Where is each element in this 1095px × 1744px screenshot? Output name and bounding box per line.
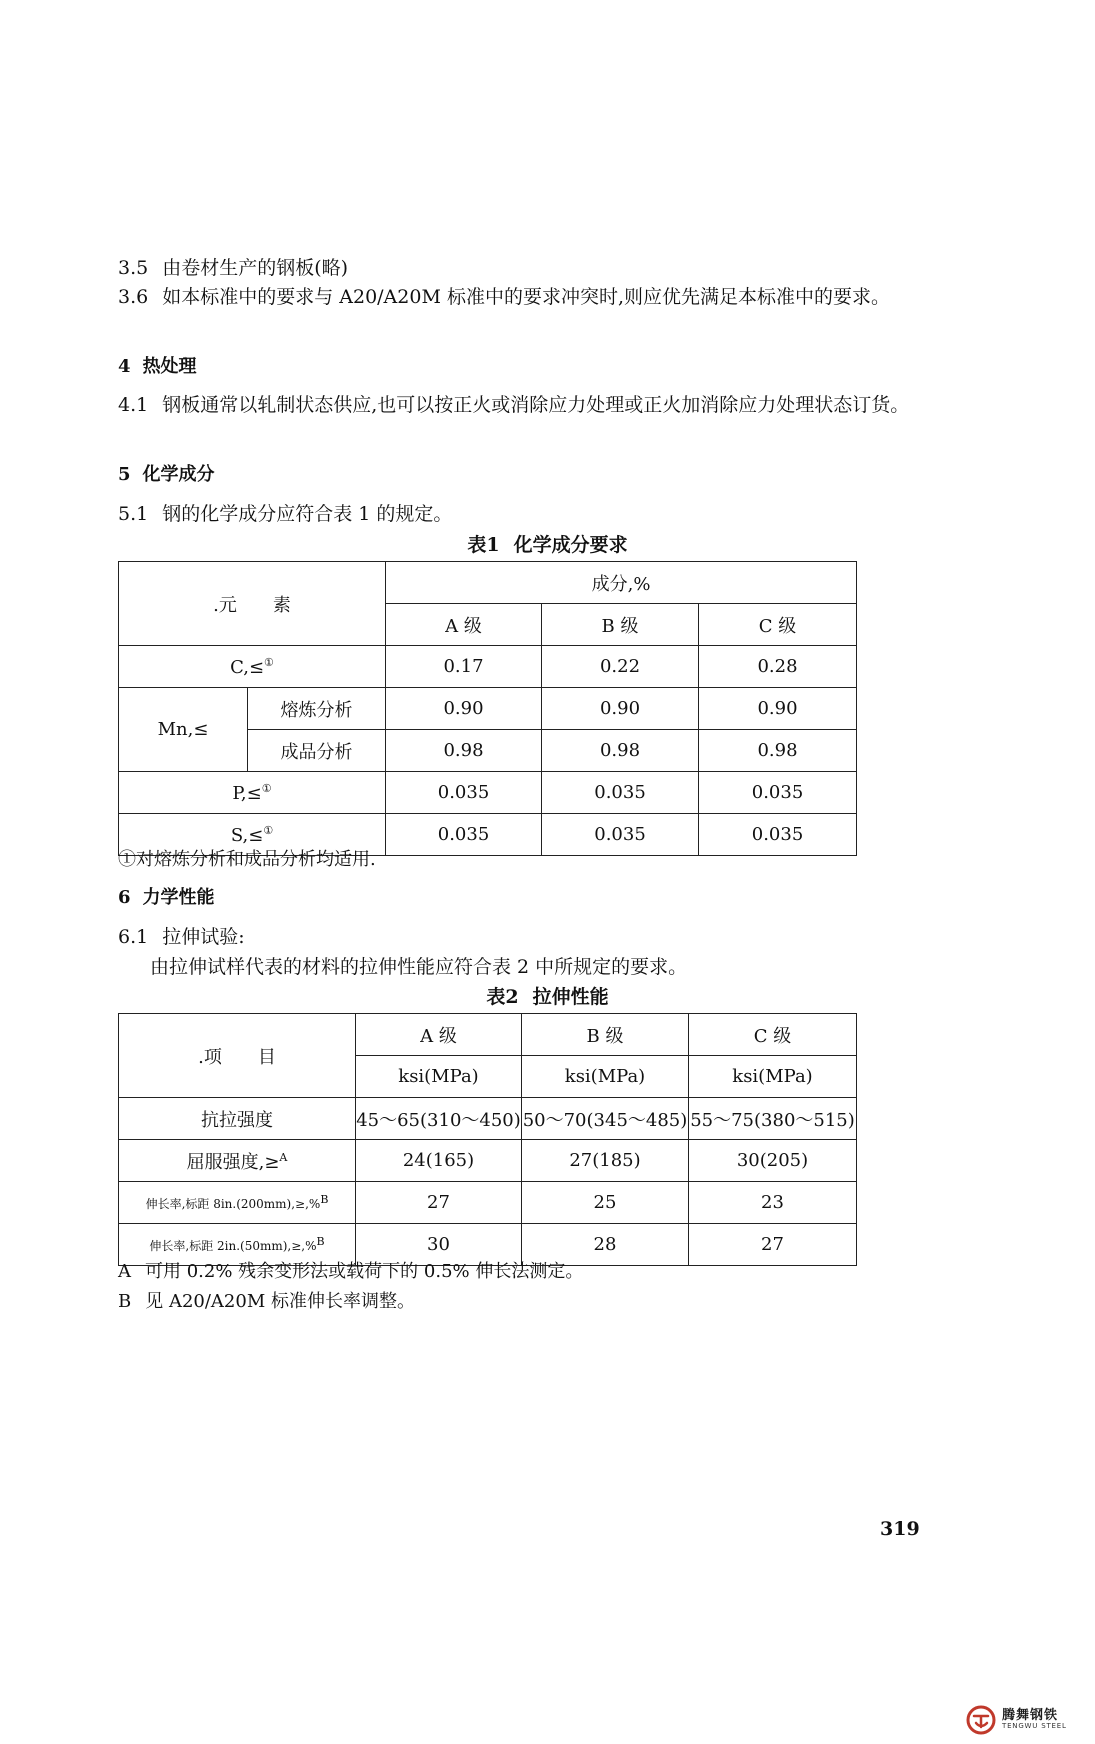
value-cell: 0.98 [699,730,857,772]
chemical-composition-table [118,561,857,856]
logo-text-en: TENGWU STEEL [1002,1722,1067,1730]
grade-c-header: C 级 [689,1014,857,1056]
composition-header: 成分,% [386,562,857,604]
tensile-properties-table [118,1013,857,1266]
value-cell: 27 [689,1224,857,1266]
table-row-p [119,772,857,814]
section-6-1: 6.1 拉伸试验: [118,926,245,948]
yield-strength-label: 屈服强度,≥$^A$ [119,1140,356,1182]
grade-b-header: B 级 [522,1014,689,1056]
value-cell: 30 [356,1224,522,1266]
element-label-p: P,≤① [119,772,386,814]
element-label-mn: Mn,≤ [119,688,248,772]
section-3-6: 3.6 如本标准中的要求与 A20/A20M 标准中的要求冲突时,则应优先满足本标准中的要求。 [118,286,890,308]
elongation-2in-label: 伸长率,标距 2in.(50mm),≥,%$^B$ [119,1224,356,1266]
table-row-mn-heat [119,688,857,730]
value-cell: 0.90 [542,688,699,730]
section-3-5: 3.5 由卷材生产的钢板(略) [118,257,349,279]
value-cell: 0.035 [542,772,699,814]
value-cell: 0.035 [386,814,542,856]
value-cell: 25 [522,1182,689,1224]
grade-a-header: A 级 [386,604,542,646]
value-cell: 28 [522,1224,689,1266]
unit-cell: ksi(MPa) [356,1056,522,1098]
value-cell: 27(185) [522,1140,689,1182]
value-cell: 0.90 [386,688,542,730]
value-cell: 0.98 [386,730,542,772]
table2-caption: 表2 拉伸性能 [486,986,609,1008]
element-header: .元 素 [119,562,386,646]
value-cell: 0.28 [699,646,857,688]
table2-note-b: B 见 A20/A20M 标准伸长率调整。 [118,1291,415,1312]
value-cell: 0.90 [699,688,857,730]
value-cell: 24(165) [356,1140,522,1182]
mn-heat-analysis-label: 熔炼分析 [248,688,386,730]
table1-footnote: ①对熔炼分析和成品分析均适用. [118,849,376,870]
tensile-strength-label: 抗拉强度 [119,1098,356,1140]
table2-grade-row [119,1014,857,1056]
value-cell: 0.035 [386,772,542,814]
grade-a-header: A 级 [356,1014,522,1056]
value-cell: 27 [356,1182,522,1224]
value-cell: 0.22 [542,646,699,688]
value-cell: 50～70(345～485) [522,1098,689,1140]
section-4-1: 4.1 钢板通常以轧制状态供应,也可以按正火或消除应力处理或正火加消除应力处理状态订货。 [118,394,910,416]
value-cell: 30(205) [689,1140,857,1182]
unit-cell: ksi(MPa) [689,1056,857,1098]
heading-6: 6 力学性能 [118,887,215,908]
table1-header-row [119,562,857,604]
table-row-tensile-strength [119,1098,857,1140]
heading-4: 4 热处理 [118,356,197,377]
value-cell: 0.98 [542,730,699,772]
table-row-c [119,646,857,688]
grade-c-header: C 级 [699,604,857,646]
element-label-c: C,≤① [119,646,386,688]
table-row-elongation-8in [119,1182,857,1224]
value-cell: 0.035 [699,772,857,814]
page-number: 319 [880,1518,920,1540]
value-cell: 45～65(310～450) [356,1098,522,1140]
table-row-yield-strength [119,1140,857,1182]
tengwu-logo-icon [966,1705,996,1735]
value-cell: 23 [689,1182,857,1224]
unit-cell: ksi(MPa) [522,1056,689,1098]
elongation-8in-label: 伸长率,标距 8in.(200mm),≥,%$^B$ [119,1182,356,1224]
value-cell: 55～75(380～515) [689,1098,857,1140]
mn-product-analysis-label: 成品分析 [248,730,386,772]
value-cell: 0.17 [386,646,542,688]
grade-b-header: B 级 [542,604,699,646]
section-5-1: 5.1 钢的化学成分应符合表 1 的规定。 [118,503,453,525]
item-header: .项 目 [119,1014,356,1098]
element-label-s: S,≤① [119,814,386,856]
value-cell: 0.035 [699,814,857,856]
section-6-1-body: 由拉伸试样代表的材料的拉伸性能应符合表 2 中所规定的要求。 [150,956,688,978]
logo-text-cn: 腾舞钢铁 [1002,1708,1059,1723]
tengwu-steel-logo [966,1704,1090,1738]
heading-5: 5 化学成分 [118,464,215,485]
table1-caption: 表1 化学成分要求 [467,534,628,556]
value-cell: 0.035 [542,814,699,856]
table2-note-a: A 可用 0.2% 残余变形法或载荷下的 0.5% 伸长法测定。 [118,1261,584,1282]
